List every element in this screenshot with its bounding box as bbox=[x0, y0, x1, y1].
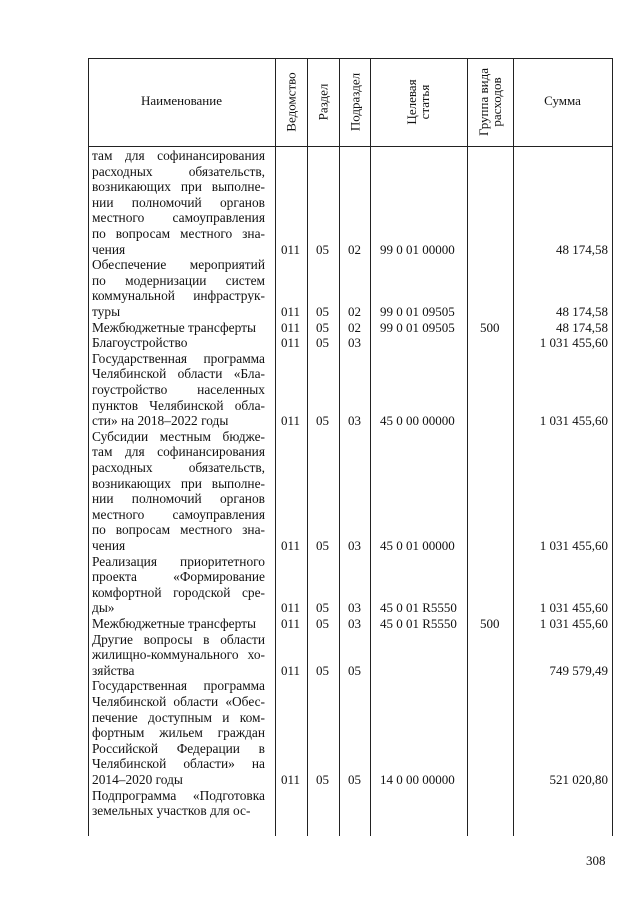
row-name-line: Государственная программа bbox=[92, 350, 265, 366]
row-department: 011 bbox=[281, 304, 301, 319]
row-subsection: 03 bbox=[348, 335, 361, 351]
row-target-article: 99 0 01 09505 bbox=[380, 304, 455, 319]
row-name-line: по вопросам местного зна- bbox=[92, 226, 265, 241]
row-name-line: зяйства bbox=[92, 662, 135, 678]
table-border-left bbox=[88, 58, 89, 836]
row-name-line: по модернизации систем bbox=[92, 272, 265, 288]
row-name-line: туры bbox=[92, 304, 121, 319]
header-expense-group-line: Группа вида bbox=[476, 68, 491, 136]
header-expense-group bbox=[477, 68, 503, 136]
column-divider bbox=[275, 58, 276, 836]
row-name-line: Межбюджетные трансферты bbox=[92, 319, 256, 335]
row-section: 05 bbox=[316, 413, 329, 429]
row-target-article: 45 0 01 R5550 bbox=[380, 616, 457, 631]
row-target-article: 99 0 01 00000 bbox=[380, 241, 455, 257]
row-name-line: нии полномочий органов bbox=[92, 491, 265, 507]
header-amount: Сумма bbox=[544, 93, 581, 108]
row-name-line: Челябинской области «Обес- bbox=[92, 694, 265, 709]
row-section: 05 bbox=[316, 304, 329, 319]
row-target-article: 45 0 01 R5550 bbox=[380, 600, 457, 616]
row-subsection: 05 bbox=[348, 772, 361, 787]
column-divider bbox=[307, 58, 308, 836]
header-section: Раздел bbox=[315, 83, 331, 121]
header-name: Наименование bbox=[141, 93, 222, 108]
row-name-line: проекта «Формирование bbox=[92, 569, 265, 585]
row-target-article: 99 0 01 09505 bbox=[380, 319, 455, 335]
row-department: 011 bbox=[281, 600, 301, 616]
row-name-line: Подпрограмма «Подготовка bbox=[92, 787, 265, 803]
row-department: 011 bbox=[281, 319, 301, 335]
row-section: 05 bbox=[316, 241, 329, 257]
row-amount: 1 031 455,60 bbox=[539, 616, 608, 631]
row-name-line: местного самоуправления bbox=[92, 210, 265, 226]
row-name-line: по вопросам местного зна- bbox=[92, 522, 265, 538]
row-department: 011 bbox=[281, 335, 301, 351]
row-name-line: Челябинской области» на bbox=[92, 756, 265, 772]
header-target-article bbox=[405, 79, 431, 124]
row-amount: 521 020,80 bbox=[549, 772, 608, 787]
row-subsection: 03 bbox=[348, 600, 361, 616]
row-subsection: 02 bbox=[348, 304, 361, 319]
row-section: 05 bbox=[316, 616, 329, 631]
row-name-line: нии полномочий органов bbox=[92, 194, 265, 210]
row-section: 05 bbox=[316, 600, 329, 616]
row-amount: 1 031 455,60 bbox=[539, 335, 608, 351]
row-department: 011 bbox=[281, 662, 301, 678]
column-divider bbox=[370, 58, 371, 836]
row-subsection: 05 bbox=[348, 662, 361, 678]
row-name-line: ды» bbox=[92, 600, 115, 616]
row-name-line: 2014–2020 годы bbox=[92, 772, 183, 787]
table-border-right bbox=[612, 58, 613, 836]
header-target-article-line: статья bbox=[417, 84, 432, 120]
row-subsection: 03 bbox=[348, 413, 361, 429]
row-amount: 1 031 455,60 bbox=[539, 600, 608, 616]
row-name-line: пунктов Челябинской обла- bbox=[92, 397, 265, 413]
row-section: 05 bbox=[316, 538, 329, 553]
row-amount: 1 031 455,60 bbox=[539, 413, 608, 429]
row-name-line: Реализация приоритетного bbox=[92, 553, 265, 569]
column-divider bbox=[467, 58, 468, 836]
row-name-line: расходных обязательств, bbox=[92, 460, 265, 475]
row-name-line: расходных обязательств, bbox=[92, 163, 265, 179]
row-name-line: Челябинской области «Бла- bbox=[92, 366, 265, 382]
column-divider bbox=[513, 58, 514, 836]
row-section: 05 bbox=[316, 319, 329, 335]
row-name-line: гоустройство населенных bbox=[92, 382, 265, 397]
row-name-line: Российской Федерации в bbox=[92, 740, 265, 756]
row-name-line: возникающих при выполне- bbox=[92, 475, 265, 491]
row-expense-group: 500 bbox=[480, 319, 500, 335]
row-name-line: там для софинансирования bbox=[92, 148, 265, 163]
row-name-line: жилищно-коммунального хо- bbox=[92, 647, 265, 663]
row-name-line: комфортной городской сре- bbox=[92, 584, 265, 600]
row-name-line: чения bbox=[92, 538, 126, 553]
row-section: 05 bbox=[316, 662, 329, 678]
row-name-line: Другие вопросы в области bbox=[92, 631, 265, 647]
row-expense-group: 500 bbox=[480, 616, 500, 631]
row-subsection: 02 bbox=[348, 241, 361, 257]
header-department: Ведомство bbox=[283, 72, 299, 132]
row-amount: 48 174,58 bbox=[556, 241, 608, 257]
row-subsection: 03 bbox=[348, 538, 361, 553]
column-divider bbox=[339, 58, 340, 836]
row-target-article: 45 0 01 00000 bbox=[380, 538, 455, 553]
row-department: 011 bbox=[281, 538, 301, 553]
row-department: 011 bbox=[281, 413, 301, 429]
row-section: 05 bbox=[316, 772, 329, 787]
row-subsection: 03 bbox=[348, 616, 361, 631]
row-target-article: 45 0 00 00000 bbox=[380, 413, 455, 429]
row-amount: 749 579,49 bbox=[549, 662, 608, 678]
row-name-line: печение доступным и ком- bbox=[92, 709, 265, 725]
page-number: 308 bbox=[586, 853, 606, 868]
row-name-line: Межбюджетные трансферты bbox=[92, 616, 256, 631]
row-name-line: сти» на 2018–2022 годы bbox=[92, 413, 229, 429]
row-name-line: местного самоуправления bbox=[92, 506, 265, 522]
row-amount: 48 174,58 bbox=[556, 319, 608, 335]
table-border-top bbox=[88, 58, 613, 59]
row-name-line: Государственная программа bbox=[92, 678, 265, 694]
row-name-line: Субсидии местным бюдже- bbox=[92, 428, 265, 444]
row-name-line: коммунальной инфраструк- bbox=[92, 288, 265, 304]
row-name-line: Благоустройство bbox=[92, 335, 188, 351]
row-name-line: там для софинансирования bbox=[92, 444, 265, 460]
row-amount: 48 174,58 bbox=[556, 304, 608, 319]
row-amount: 1 031 455,60 bbox=[539, 538, 608, 553]
row-name-line: земельных участков для ос- bbox=[92, 803, 251, 819]
row-name-line: фортным жильем граждан bbox=[92, 725, 265, 741]
header-expense-group-line: расходов bbox=[489, 77, 504, 127]
row-department: 011 bbox=[281, 241, 301, 257]
header-subsection: Подраздел bbox=[347, 72, 363, 132]
row-department: 011 bbox=[281, 772, 301, 787]
row-target-article: 14 0 00 00000 bbox=[380, 772, 455, 787]
header-target-article-line: Целевая bbox=[404, 79, 419, 125]
row-name-line: Обеспечение мероприятий bbox=[92, 257, 265, 273]
row-department: 011 bbox=[281, 616, 301, 631]
row-name-line: возникающих при выполне- bbox=[92, 179, 265, 195]
row-name-line: чения bbox=[92, 241, 126, 257]
row-subsection: 02 bbox=[348, 319, 361, 335]
header-divider bbox=[88, 146, 613, 147]
row-section: 05 bbox=[316, 335, 329, 351]
